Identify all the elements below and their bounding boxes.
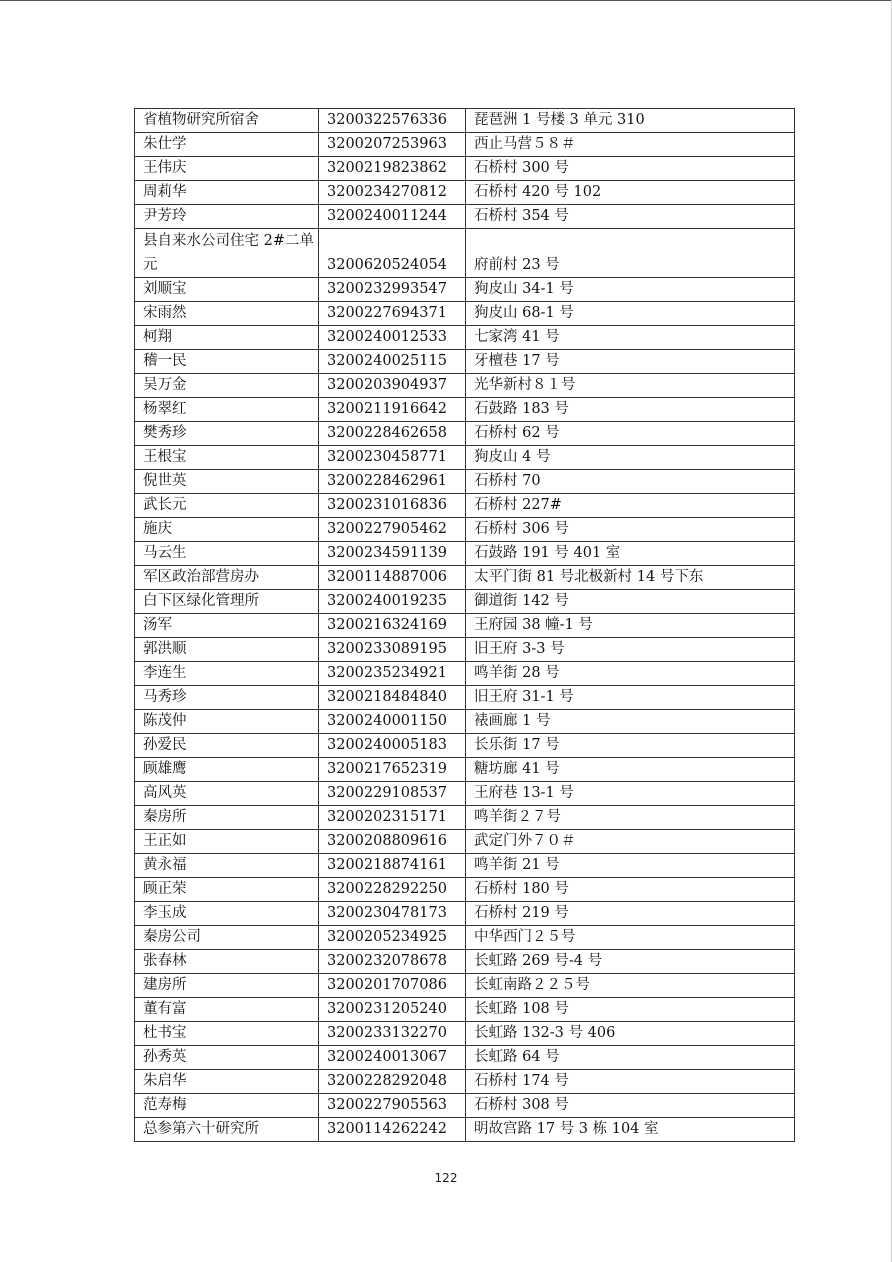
account-number-cell: 3200229108537: [319, 782, 466, 806]
address-cell: 石桥村 306 号: [466, 518, 795, 542]
account-number-cell: 3200620524054: [319, 229, 466, 278]
owner-name-cell: 顾雄鹰: [135, 758, 319, 782]
address-cell: 太平门街 81 号北极新村 14 号下东: [466, 566, 795, 590]
table-row: [135, 398, 795, 422]
account-number-cell: 3200228292250: [319, 878, 466, 902]
account-number-cell: 3200211916642: [319, 398, 466, 422]
account-number-cell: 3200240019235: [319, 590, 466, 614]
account-number-cell: 3200208809616: [319, 830, 466, 854]
owner-name-cell: 尹芳玲: [135, 205, 319, 229]
address-cell: 牙檀巷 17 号: [466, 350, 795, 374]
address-cell: 鸣羊街２７号: [466, 806, 795, 830]
owner-name-cell: 张春林: [135, 950, 319, 974]
address-cell: 王府巷 13-1 号: [466, 782, 795, 806]
address-cell: 石鼓路 191 号 401 室: [466, 542, 795, 566]
owner-name-cell: 宋雨然: [135, 302, 319, 326]
address-cell: 长虹路 132-3 号 406: [466, 1022, 795, 1046]
address-cell: 糖坊廊 41 号: [466, 758, 795, 782]
account-number-cell: 3200235234921: [319, 662, 466, 686]
address-cell: 长虹路 269 号-4 号: [466, 950, 795, 974]
account-number-cell: 3200207253963: [319, 133, 466, 157]
table-row: [135, 806, 795, 830]
address-cell: 狗皮山 4 号: [466, 446, 795, 470]
account-number-cell: 3200240001150: [319, 710, 466, 734]
owner-name-cell: 刘顺宝: [135, 278, 319, 302]
owner-name-cell: 郭洪顺: [135, 638, 319, 662]
address-cell: 七家湾 41 号: [466, 326, 795, 350]
table-row: [135, 302, 795, 326]
account-number-cell: 3200203904937: [319, 374, 466, 398]
account-number-cell: 3200240011244: [319, 205, 466, 229]
address-cell: 石桥村 219 号: [466, 902, 795, 926]
owner-name-cell: 朱启华: [135, 1070, 319, 1094]
address-cell: 长虹路 108 号: [466, 998, 795, 1022]
address-cell: 西止马营５８＃: [466, 133, 795, 157]
owner-name-cell: 马秀珍: [135, 686, 319, 710]
owner-name-cell: 杨翠红: [135, 398, 319, 422]
table-row: [135, 974, 795, 998]
owner-name-cell: 孙秀英: [135, 1046, 319, 1070]
address-cell: 长虹南路２２５号: [466, 974, 795, 998]
account-number-cell: 3200217652319: [319, 758, 466, 782]
address-cell: 石桥村 354 号: [466, 205, 795, 229]
owner-name-cell: 柯翔: [135, 326, 319, 350]
owner-name-cell: 陈茂仲: [135, 710, 319, 734]
address-cell: 石桥村 227#: [466, 494, 795, 518]
table-row: [135, 950, 795, 974]
account-number-cell: 3200322576336: [319, 109, 466, 133]
address-cell: 御道街 142 号: [466, 590, 795, 614]
table-row: [135, 350, 795, 374]
table-row: [135, 1022, 795, 1046]
address-cell: 裱画廊 1 号: [466, 710, 795, 734]
page-number: 122: [434, 1171, 458, 1185]
address-cell: 石桥村 420 号 102: [466, 181, 795, 205]
table-row: [135, 878, 795, 902]
address-cell: 王府园 38 幢-1 号: [466, 614, 795, 638]
table-row: [135, 998, 795, 1022]
account-number-cell: 3200240005183: [319, 734, 466, 758]
owner-name-cell: 施庆: [135, 518, 319, 542]
address-cell: 琵琶洲 1 号楼 3 单元 310: [466, 109, 795, 133]
account-number-cell: 3200228462658: [319, 422, 466, 446]
records-table-body: [135, 109, 795, 1142]
table-row: [135, 470, 795, 494]
table-row: [135, 830, 795, 854]
address-cell: 石桥村 308 号: [466, 1094, 795, 1118]
table-row: [135, 229, 795, 278]
account-number-cell: 3200202315171: [319, 806, 466, 830]
account-number-cell: 3200227905563: [319, 1094, 466, 1118]
table-row: [135, 446, 795, 470]
table-row: [135, 566, 795, 590]
account-number-cell: 3200114262242: [319, 1118, 466, 1142]
table-row: [135, 782, 795, 806]
account-number-cell: 3200233089195: [319, 638, 466, 662]
account-number-cell: 3200230478173: [319, 902, 466, 926]
account-number-cell: 3200230458771: [319, 446, 466, 470]
account-number-cell: 3200228462961: [319, 470, 466, 494]
address-cell: 鸣羊街 28 号: [466, 662, 795, 686]
address-cell: 旧王府 31-1 号: [466, 686, 795, 710]
address-cell: 石鼓路 183 号: [466, 398, 795, 422]
account-number-cell: 3200231205240: [319, 998, 466, 1022]
owner-name-cell: 武长元: [135, 494, 319, 518]
table-row: [135, 181, 795, 205]
account-number-cell: 3200240012533: [319, 326, 466, 350]
owner-name-cell: 稽一民: [135, 350, 319, 374]
owner-name-cell: 县自来水公司住宅 2#二单元: [135, 229, 319, 278]
account-number-cell: 3200219823862: [319, 157, 466, 181]
owner-name-cell: 孙爱民: [135, 734, 319, 758]
owner-name-cell: 黄永福: [135, 854, 319, 878]
table-row: [135, 710, 795, 734]
account-number-cell: 3200227694371: [319, 302, 466, 326]
owner-name-cell: 朱仕学: [135, 133, 319, 157]
account-number-cell: 3200218874161: [319, 854, 466, 878]
account-number-cell: 3200233132270: [319, 1022, 466, 1046]
table-row: [135, 157, 795, 181]
account-number-cell: 3200231016836: [319, 494, 466, 518]
address-cell: 狗皮山 34-1 号: [466, 278, 795, 302]
table-row: [135, 614, 795, 638]
owner-name-cell: 王根宝: [135, 446, 319, 470]
address-cell: 鸣羊街 21 号: [466, 854, 795, 878]
address-cell: 府前村 23 号: [466, 229, 795, 278]
account-number-cell: 3200205234925: [319, 926, 466, 950]
table-row: [135, 902, 795, 926]
address-cell: 光华新村８１号: [466, 374, 795, 398]
account-number-cell: 3200232078678: [319, 950, 466, 974]
address-cell: 旧王府 3-3 号: [466, 638, 795, 662]
table-row: [135, 686, 795, 710]
table-row: [135, 278, 795, 302]
table-row: [135, 590, 795, 614]
table-row: [135, 518, 795, 542]
account-number-cell: 3200228292048: [319, 1070, 466, 1094]
address-cell: 长乐街 17 号: [466, 734, 795, 758]
owner-name-cell: 白下区绿化管理所: [135, 590, 319, 614]
owner-name-cell: 建房所: [135, 974, 319, 998]
account-number-cell: 3200201707086: [319, 974, 466, 998]
records-table: [134, 108, 795, 1142]
address-cell: 长虹路 64 号: [466, 1046, 795, 1070]
table-row: [135, 854, 795, 878]
owner-name-cell: 顾正荣: [135, 878, 319, 902]
account-number-cell: 3200234591139: [319, 542, 466, 566]
owner-name-cell: 王正如: [135, 830, 319, 854]
owner-name-cell: 倪世英: [135, 470, 319, 494]
address-cell: 中华西门２５号: [466, 926, 795, 950]
address-cell: 石桥村 174 号: [466, 1070, 795, 1094]
account-number-cell: 3200216324169: [319, 614, 466, 638]
table-row: [135, 133, 795, 157]
owner-name-cell: 李连生: [135, 662, 319, 686]
owner-name-cell: 总参第六十研究所: [135, 1118, 319, 1142]
account-number-cell: 3200240013067: [319, 1046, 466, 1070]
owner-name-cell: 军区政治部营房办: [135, 566, 319, 590]
table-row: [135, 1070, 795, 1094]
table-row: [135, 926, 795, 950]
table-row: [135, 638, 795, 662]
owner-name-cell: 董有富: [135, 998, 319, 1022]
table-row: [135, 109, 795, 133]
owner-name-cell: 王伟庆: [135, 157, 319, 181]
table-row: [135, 734, 795, 758]
address-cell: 武定门外７０＃: [466, 830, 795, 854]
address-cell: 石桥村 70: [466, 470, 795, 494]
address-cell: 石桥村 180 号: [466, 878, 795, 902]
table-row: [135, 758, 795, 782]
table-row: [135, 1046, 795, 1070]
address-cell: 狗皮山 68-1 号: [466, 302, 795, 326]
table-row: [135, 494, 795, 518]
account-number-cell: 3200227905462: [319, 518, 466, 542]
account-number-cell: 3200114887006: [319, 566, 466, 590]
address-cell: 石桥村 300 号: [466, 157, 795, 181]
table-row: [135, 662, 795, 686]
page-top-border: [0, 0, 892, 1]
owner-name-cell: 杜书宝: [135, 1022, 319, 1046]
owner-name-cell: 省植物研究所宿舍: [135, 109, 319, 133]
owner-name-cell: 范寿梅: [135, 1094, 319, 1118]
address-cell: 石桥村 62 号: [466, 422, 795, 446]
owner-name-cell: 秦房所: [135, 806, 319, 830]
owner-name-cell: 秦房公司: [135, 926, 319, 950]
owner-name-cell: 马云生: [135, 542, 319, 566]
owner-name-cell: 李玉成: [135, 902, 319, 926]
owner-name-cell: 周莉华: [135, 181, 319, 205]
table-row: [135, 374, 795, 398]
owner-name-cell: 汤军: [135, 614, 319, 638]
account-number-cell: 3200232993547: [319, 278, 466, 302]
owner-name-cell: 樊秀珍: [135, 422, 319, 446]
account-number-cell: 3200218484840: [319, 686, 466, 710]
table-row: [135, 205, 795, 229]
account-number-cell: 3200234270812: [319, 181, 466, 205]
owner-name-cell: 高风英: [135, 782, 319, 806]
table-row: [135, 422, 795, 446]
table-row: [135, 542, 795, 566]
table-row: [135, 1094, 795, 1118]
account-number-cell: 3200240025115: [319, 350, 466, 374]
table-row: [135, 1118, 795, 1142]
owner-name-cell: 吴万金: [135, 374, 319, 398]
table-row: [135, 326, 795, 350]
address-cell: 明故宫路 17 号 3 栋 104 室: [466, 1118, 795, 1142]
